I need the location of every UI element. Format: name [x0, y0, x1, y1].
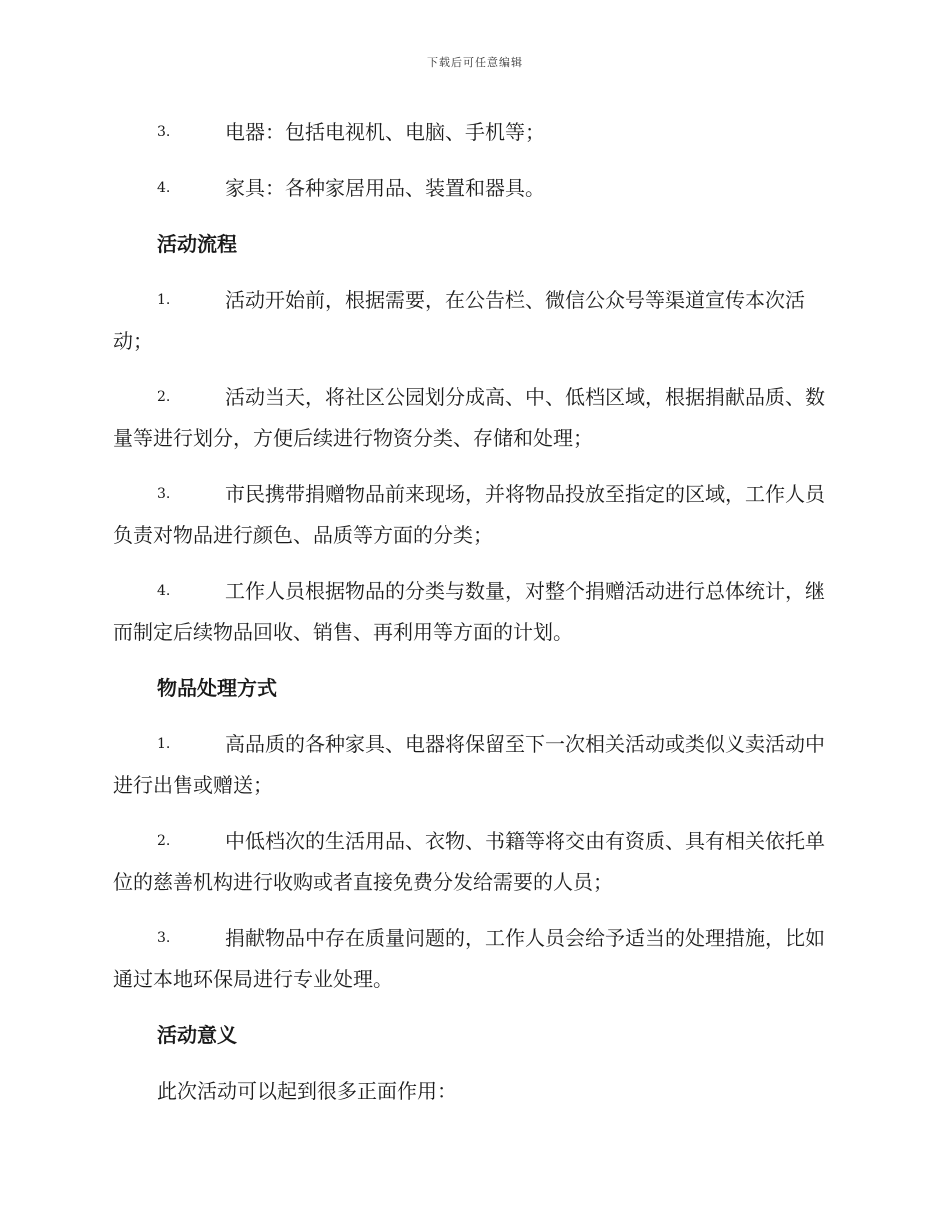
section-heading-flow: 活动流程 — [157, 232, 237, 256]
item-number: 1. — [157, 292, 171, 308]
meaning-paragraph: 此次活动可以起到很多正面作用： — [157, 1079, 457, 1103]
item-text: 活动当天，将社区公园划分成高、中、低档区域，根据捐献品质、数量等进行划分，方便后续进行物资分类、存储和处理； — [113, 385, 825, 450]
item-number: 1. — [157, 736, 171, 752]
list-item — [113, 112, 835, 153]
list-item — [113, 918, 835, 1000]
section-heading-meaning: 活动意义 — [157, 1023, 237, 1047]
item-text: 市民携带捐赠物品前来现场，并将物品投放至指定的区域，工作人员负责对物品进行颜色、品质等方面的分类； — [113, 482, 825, 547]
item-text: 中低档次的生活用品、衣物、书籍等将交由有资质、具有相关依托单位的慈善机构进行收购或者直接免费分发给需要的人员； — [113, 829, 825, 894]
list-item — [113, 377, 835, 459]
list-item — [113, 571, 835, 653]
item-text: 捐献物品中存在质量问题的，工作人员会给予适当的处理措施，比如通过本地环保局进行专业处理。 — [113, 926, 825, 991]
list-item — [113, 474, 835, 556]
item-text: 高品质的各种家具、电器将保留至下一次相关活动或类似义卖活动中进行出售或赠送； — [113, 732, 825, 797]
item-number: 2. — [157, 389, 171, 405]
page-header: 下载后可任意编辑 — [427, 56, 523, 69]
list-item — [113, 821, 835, 903]
item-text: 活动开始前，根据需要，在公告栏、微信公众号等渠道宣传本次活动； — [113, 288, 805, 353]
item-number: 3. — [157, 124, 171, 140]
document-body — [113, 112, 835, 1112]
item-text: 工作人员根据物品的分类与数量，对整个捐赠活动进行总体统计，继而制定后续物品回收、销售、再利用等方面的计划。 — [113, 579, 825, 644]
item-number: 2. — [157, 833, 171, 849]
section-heading-process: 物品处理方式 — [157, 676, 277, 700]
item-text: 电器：包括电视机、电脑、手机等； — [225, 120, 545, 144]
item-text: 家具：各种家居用品、装置和器具。 — [225, 176, 545, 200]
list-item — [113, 280, 835, 362]
list-item — [113, 724, 835, 806]
item-number: 4. — [157, 583, 171, 599]
item-number: 3. — [157, 930, 171, 946]
list-item — [113, 168, 835, 209]
item-number: 4. — [157, 180, 171, 196]
item-number: 3. — [157, 486, 171, 502]
